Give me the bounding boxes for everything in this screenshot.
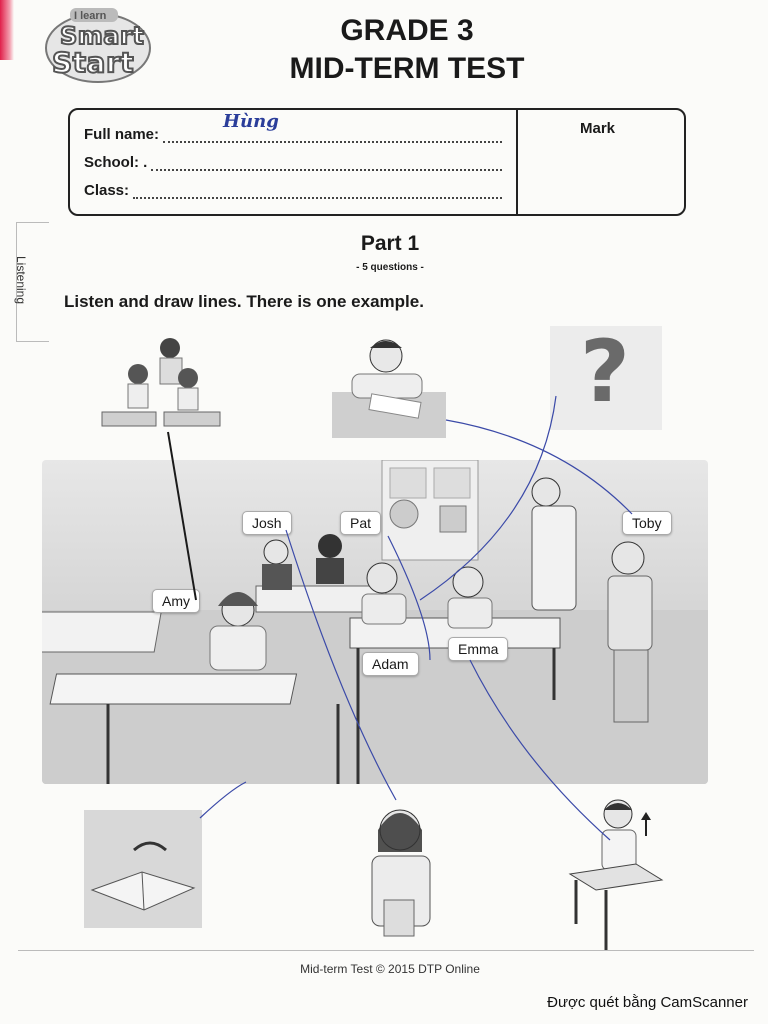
logo-top-text: I learn xyxy=(74,10,107,22)
page-title-test: MID-TERM TEST xyxy=(289,52,525,85)
footer-rule xyxy=(18,950,754,951)
label-josh: Josh xyxy=(242,511,292,535)
footer-text: Mid-term Test © 2015 DTP Online xyxy=(300,962,480,976)
question-mark-icon: ? xyxy=(580,322,630,422)
label-amy: Amy xyxy=(152,589,200,613)
mark-label: Mark xyxy=(580,120,616,137)
school-label: School: . xyxy=(84,154,148,171)
label-toby: Toby xyxy=(622,511,672,535)
part-title: Part 1 xyxy=(360,232,420,255)
scanner-watermark: Được quét bằng CamScanner xyxy=(547,994,748,1011)
full-name-handwriting: Hùng xyxy=(223,111,279,132)
page-title-grade: GRADE 3 xyxy=(340,14,474,47)
label-pat: Pat xyxy=(340,511,381,535)
logo-word-2: Start xyxy=(52,46,135,79)
class-label: Class: xyxy=(84,182,130,199)
label-adam: Adam xyxy=(362,652,419,676)
instruction-text: Listen and draw lines. There is one example. xyxy=(64,292,424,311)
full-name-label: Full name: xyxy=(84,126,160,143)
label-emma: Emma xyxy=(448,637,508,661)
part-subtitle: - 5 questions - xyxy=(356,262,424,273)
side-tab-label: Listening xyxy=(14,255,29,305)
logo-word-1: Smart xyxy=(60,22,145,50)
